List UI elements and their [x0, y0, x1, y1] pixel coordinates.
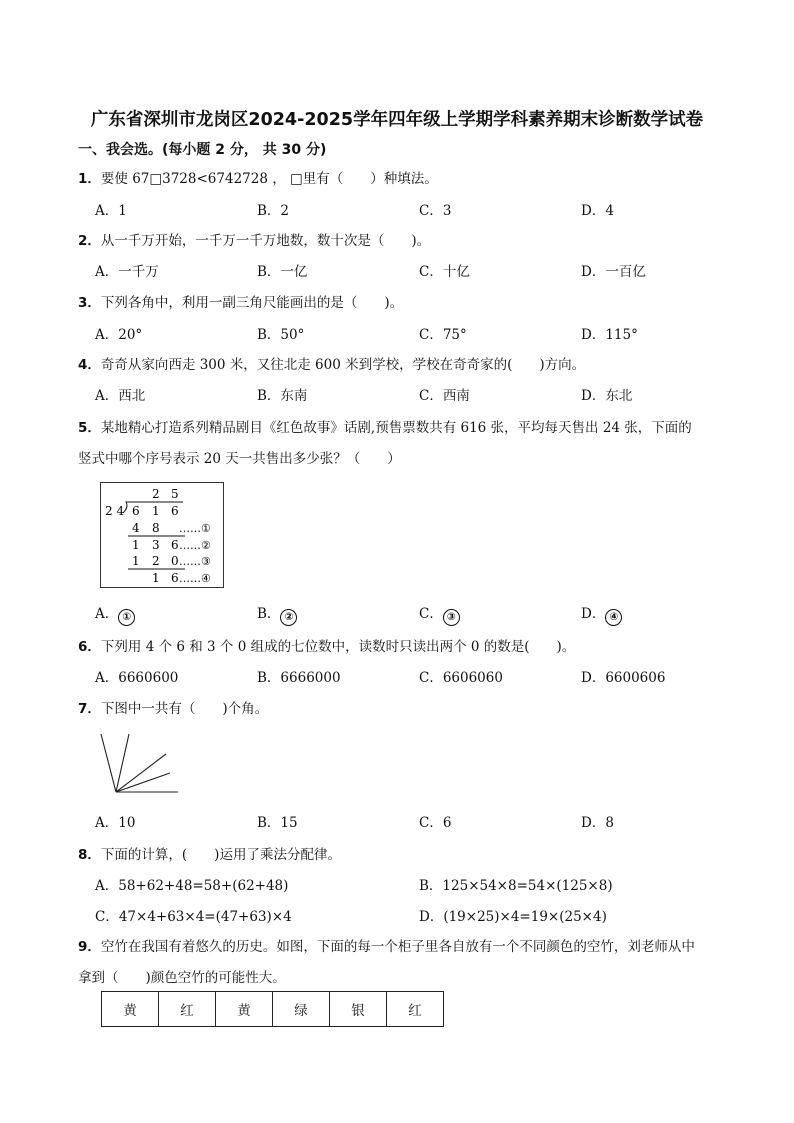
quotient-digit: 2: [152, 487, 160, 501]
option-a[interactable]: A．10: [95, 815, 136, 831]
option-letter: D．: [581, 606, 606, 622]
option-c[interactable]: C．6606060: [419, 670, 503, 686]
option-a[interactable]: A．20°: [95, 327, 143, 343]
option-c[interactable]: C．十亿: [419, 264, 470, 280]
step-tag: ……②: [179, 539, 211, 552]
option-a[interactable]: A．一千万: [95, 264, 159, 280]
step-tag: ……③: [179, 555, 211, 568]
question-text: 下图中一共有（ )个角。: [100, 701, 269, 717]
question-text: 从一千万开始，一千万一千万地数，数十次是（ )。: [100, 233, 431, 249]
question-text: 下列用 4 个 6 和 3 个 0 组成的七位数中，读数时只读出两个 0 的数是( )。: [100, 639, 576, 655]
circled-four-icon: ④: [605, 609, 622, 626]
option-b[interactable]: B．2: [257, 203, 290, 219]
dividend-digit: 6: [132, 504, 140, 518]
question-text: 下列各角中，利用一副三角尺能画出的是（ )。: [100, 295, 404, 311]
cabinet-cell: 红: [159, 992, 216, 1027]
step-digit: 6: [171, 571, 179, 585]
cabinet-table: [101, 991, 444, 1027]
step-digit: 1: [152, 571, 160, 585]
question-number: 3．: [78, 295, 101, 311]
question-4: [78, 353, 585, 373]
option-a[interactable]: A．西北: [95, 388, 146, 404]
option-c[interactable]: C．47×4+63×4=(47+63)×4: [95, 909, 292, 925]
option-d[interactable]: D．东北: [581, 388, 633, 404]
question-text: 奇奇从家向西走 300 米，又往北走 600 米到学校，学校在奇奇家的( )方向。: [100, 357, 586, 373]
question-9: [78, 935, 695, 955]
option-d[interactable]: D．115°: [581, 327, 638, 343]
option-d[interactable]: [581, 602, 622, 626]
question-2: [78, 229, 430, 249]
question-9-line-2: 拿到（ )颜色空竹的可能性大。: [78, 970, 286, 986]
question-text: 空竹在我国有着悠久的历史。如图，下面的每一个柜子里各自放有一个不同颜色的空竹，刘老师从中: [100, 939, 695, 955]
option-b[interactable]: B．15: [257, 815, 298, 831]
question-text: 要使 67□3728<6742728 ， □里有（ ）种填法。: [100, 171, 438, 187]
step-digit: 6: [171, 538, 179, 552]
cabinet-cell: 银: [330, 992, 387, 1027]
option-c[interactable]: C．6: [419, 815, 452, 831]
cabinet-cell: 黄: [102, 992, 159, 1027]
option-letter: B．: [257, 606, 281, 622]
question-number: 7．: [78, 701, 101, 717]
cabinet-cell: 黄: [216, 992, 273, 1027]
option-letter: C．: [419, 606, 443, 622]
long-division-figure: [100, 482, 224, 588]
question-5-line-2: 竖式中哪个序号表示 20 天一共售出多少张？（ ）: [78, 451, 401, 467]
option-d[interactable]: D．4: [581, 203, 614, 219]
option-b[interactable]: B．125×54×8=54×(125×8): [419, 878, 613, 894]
option-a[interactable]: A．6660600: [95, 670, 179, 686]
question-5: [78, 416, 692, 436]
section-heading: 一、我会选。(每小题 2 分， 共 30 分): [78, 142, 327, 158]
question-number: 6．: [78, 639, 101, 655]
option-b[interactable]: B．6666000: [257, 670, 341, 686]
option-d[interactable]: D．6600606: [581, 670, 666, 686]
question-1: [78, 167, 438, 187]
question-text: 下面的计算，( )运用了乘法分配律。: [100, 847, 341, 863]
option-letter: A．: [95, 606, 119, 622]
question-number: 2．: [78, 233, 101, 249]
divisor: 2 4: [105, 504, 125, 518]
step-tag: ……④: [179, 572, 211, 585]
option-d[interactable]: D．一百亿: [581, 264, 646, 280]
question-number: 8．: [78, 847, 101, 863]
question-number: 1．: [78, 171, 101, 187]
question-number: 9．: [78, 939, 101, 955]
circled-three-icon: ③: [443, 609, 460, 626]
question-8: [78, 843, 341, 863]
step-digit: 3: [152, 538, 160, 552]
step-digit: 1: [132, 538, 140, 552]
option-c[interactable]: C．75°: [419, 327, 467, 343]
option-c[interactable]: C．西南: [419, 388, 470, 404]
option-c[interactable]: C．3: [419, 203, 452, 219]
quotient-digit: 5: [171, 487, 179, 501]
step-digit: 1: [132, 554, 140, 568]
angle-rays-figure: [96, 730, 182, 796]
step-digit: 4: [132, 521, 140, 535]
question-6: [78, 635, 575, 655]
step-tag: ……①: [179, 522, 211, 535]
circled-one-icon: ①: [118, 609, 135, 626]
question-7: [78, 697, 268, 717]
ray: [101, 734, 116, 792]
option-b[interactable]: [257, 602, 297, 626]
option-d[interactable]: D．8: [581, 815, 614, 831]
step-digit: 0: [171, 554, 179, 568]
option-b[interactable]: B．东南: [257, 388, 308, 404]
step-digit: 2: [152, 554, 160, 568]
circled-two-icon: ②: [280, 609, 297, 626]
question-text: 某地精心打造系列精品剧目《红色故事》话剧,预售票数共有 616 张，平均每天售出 24 张，下面的: [100, 420, 692, 436]
question-3: [78, 291, 403, 311]
option-a[interactable]: A．58+62+48=58+(62+48): [95, 878, 289, 894]
dividend-digit: 1: [152, 504, 160, 518]
cabinet-cell: 绿: [273, 992, 330, 1027]
question-number: 4．: [78, 357, 101, 373]
option-d[interactable]: D．(19×25)×4=19×(25×4): [419, 909, 607, 925]
option-b[interactable]: B．50°: [257, 327, 305, 343]
step-digit: 8: [152, 521, 160, 535]
question-number: 5．: [78, 420, 101, 436]
cabinet-cell: 红: [387, 992, 444, 1027]
option-a[interactable]: [95, 602, 135, 626]
option-c[interactable]: [419, 602, 460, 626]
exam-title: 广东省深圳市龙岗区2024-2025学年四年级上学期学科素养期末诊断数学试卷: [90, 110, 704, 130]
ray: [116, 773, 170, 792]
dividend-digit: 6: [171, 504, 179, 518]
option-b[interactable]: B．一亿: [257, 264, 308, 280]
option-a[interactable]: A．1: [95, 203, 127, 219]
long-division-svg: [101, 483, 225, 589]
